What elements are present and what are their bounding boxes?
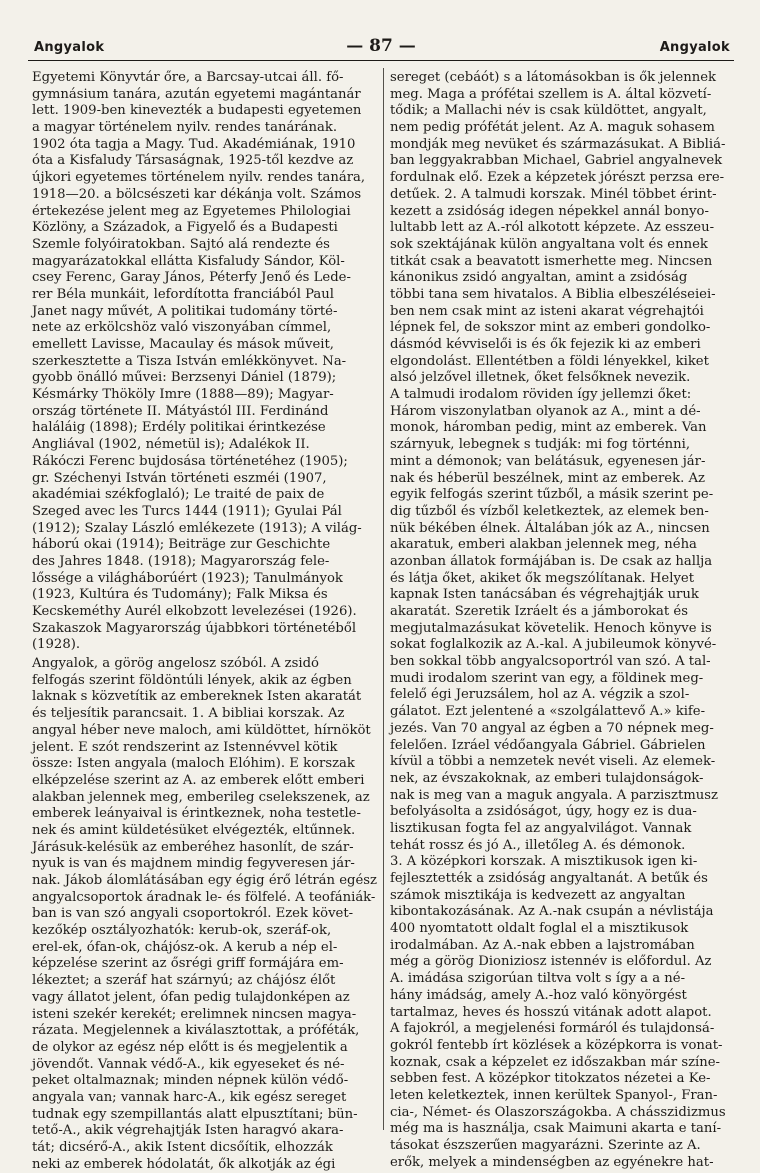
text-line: hány imádság, amely A.-hoz való könyörgést	[390, 987, 687, 1003]
text-line: azonban állatok formájában is. De csak az hallja	[390, 553, 713, 569]
text-line: monok, háromban pedig, mint az emberek. Van	[390, 420, 707, 436]
text-line: elképzelése szerint az A. az emberek előtt emberi	[32, 772, 365, 788]
text-line: angyalcsoportok áradnak le- és fölfelé. A teofániák-	[32, 889, 376, 905]
text-line: tartalmaz, heves és hosszú vitának adott alapot.	[390, 1004, 712, 1020]
text-line: 400 nyomtatott oldalt foglal el a misztikusok	[390, 921, 689, 937]
text-line: akadémiai székfoglaló); Le traité de paix de	[32, 487, 325, 503]
text-line: egyik felfogás szerint tűzből, a másik szerint pe-	[390, 487, 714, 503]
text-line: kapnak Isten tanácsában és végrehajtják uruk	[390, 587, 699, 603]
text-line: lett. 1909-ben kinevezték a budapesti egyetemen	[32, 103, 362, 119]
text-line: 3. A középkori korszak. A misztikusok igen ki-	[390, 854, 698, 870]
text-line: tehát rossz és jó A., illetőleg A. és démonok.	[390, 837, 686, 853]
text-line: ország története II. Mátyástól III. Ferdinánd	[32, 403, 329, 419]
running-head-left: Angyalok	[34, 40, 105, 55]
text-line: irodalmában. Az A.-nak ebben a lajstromában	[390, 937, 695, 953]
text-line: kezett a zsidóság idegen népekkel annál bonyo-	[390, 203, 709, 219]
text-line: koznak, csak a képzelet ez időszakban már színe-	[390, 1054, 721, 1070]
text-line: még ma is használja, csak Maimuni akarta e taní-	[390, 1121, 722, 1137]
text-line: gyobb önálló művei: Berzsenyi Dániel (1879);	[32, 370, 337, 386]
text-line: kánonikus zsidó angyaltan, amint a zsidóság	[390, 270, 688, 286]
text-line: emberek leányaival is érintkeznek, noha testetle-	[32, 806, 361, 822]
text-line: Késmárky Thököly Imre (1888—89); Magyar-	[32, 387, 334, 403]
text-line: gr. Széchenyi István történeti eszméi (1907,	[32, 470, 327, 486]
text-line: tudnak egy szempillantás alatt elpusztítani; bün-	[32, 1106, 358, 1122]
text-line: és látja őket, akiket ők megszólítanak. Helyet	[390, 570, 694, 586]
text-line: nak. Jákob álomlátásában egy égig érő létrán egész	[32, 873, 377, 888]
text-line: rázata. Megjelennek a kiválasztottak, a próféták,	[32, 1023, 360, 1039]
text-line: laknak s közvetítik az embereknek Isten akaratát	[32, 689, 362, 705]
text-line: des Jahres 1848. (1918); Magyarország fele-	[32, 553, 330, 569]
text-line: mondják meg nevüket és származásukat. A Bibliá-	[390, 136, 726, 152]
text-line: a magyar történelem nyilv. rendes tanárának.	[32, 120, 338, 136]
text-line: háború okai (1914); Beiträge zur Geschichte	[32, 537, 331, 553]
text-line: detűek. 2. A talmudi korszak. Minél többet érint-	[390, 186, 717, 202]
text-line: emellett Lavisse, Macaulay és mások műveit,	[32, 337, 334, 352]
text-line: többi tana sem hivatalos. A Biblia elbeszéléseiei-	[390, 286, 716, 302]
text-line: kívül a többi a nemzetek nevét viseli. Az elemek-	[390, 754, 716, 770]
text-line: jövendőt. Vannak védő-A., kik egyeseket és né-	[32, 1056, 345, 1072]
text-line: erel-ek, ófan-ok, chájósz-ok. A kerub a nép el-	[32, 939, 338, 955]
text-line: ban leggyakrabban Michael, Gabriel angyalnevek	[390, 153, 723, 169]
text-line: dásmód kévviselői is és ők fejezik ki az emberi	[390, 337, 701, 352]
page-number: — 87 —	[346, 36, 416, 56]
text-line: nük békében élnek. Általában jók az A., nincsen	[390, 520, 710, 536]
text-line: de olykor az egész nép előtt is és megjelentik a	[32, 1039, 348, 1055]
text-line: kezőkép osztályozhatók: kerub-ok, szeráf-ok,	[32, 923, 332, 939]
text-line: csey Ferenc, Garay János, Péterfy Jenő és Lede-	[32, 270, 351, 286]
text-line: dig tűzből és vízből keletkeztek, az elemek ben-	[390, 503, 709, 519]
text-line: Szakaszok Magyarország újabbkori történetéből	[32, 620, 357, 636]
text-line: rer Béla munkáit, lefordította franciából Paul	[32, 286, 334, 302]
text-line: mint a démonok; van belátásuk, egyenesen jár-	[390, 453, 706, 469]
text-line: lisztikusan fogta fel az angyalvilágot. Vannak	[390, 820, 692, 836]
text-line: elgondolást. Ellentétben a földi lényekkel, kiket	[390, 353, 709, 369]
text-line: Szeged avec les Turcs 1444 (1911); Gyulai Pál	[32, 503, 342, 519]
text-line: nete az erkölcshöz való viszonyában címmel,	[32, 320, 332, 336]
text-line: tát; dicsérő-A., akik Istent dicsőítik, elhozzák	[32, 1140, 333, 1155]
text-line: (1928).	[32, 637, 81, 653]
text-line: erők, melyek a mindenségben az egyénekre hat-	[390, 1154, 714, 1170]
text-line: felelő égi Jeruzsálem, hol az A. végzik a szol-	[390, 687, 690, 703]
text-line: akaratát. Szeretik Izráelt és a jámborokat és	[390, 604, 688, 619]
running-head-right: Angyalok	[659, 40, 730, 55]
text-line: neki az emberek hódolatát, ők alkotják az égi	[32, 1156, 336, 1172]
text-line: 1902 óta tagja a Magy. Tud. Akadémiának, 1910	[32, 136, 356, 152]
text-line: jelent. E szót rendszerint az Istennévvel kötik	[32, 739, 338, 755]
text-line: szárnyuk, lebegnek s tudják: mi fog történni,	[390, 437, 691, 453]
text-line: ben nem csak mint az isteni akarat végrehajtói	[390, 303, 704, 319]
text-line: Angliával (1902, németül is); Adalékok II.	[32, 437, 310, 453]
text-line: nak és héberül beszélnek, mint az emberek. Az	[390, 470, 705, 486]
text-line: Kecskeméthy Aurél elkobzott levelezései (1926).	[32, 604, 357, 619]
text-line: lőssége a világháborúért (1923); Tanulmányok	[32, 570, 343, 586]
text-line: Járásuk-kelésük az emberéhez hasonlít, de szár-	[32, 839, 354, 855]
text-line: sokat foglalkozik az A.-kal. A jubileumok könyvé-	[390, 637, 717, 653]
text-line: nyuk is van és majdnem mindig fegyveresen jár-	[32, 856, 355, 872]
text-line: lépnek fel, de sokszor mint az emberi gondolko-	[390, 320, 711, 336]
text-line: A talmudi irodalom röviden így jellemzi őket:	[390, 387, 692, 403]
text-line: Janet nagy művét, A politikai tudomány törté-	[32, 303, 338, 319]
text-line: Rákóczi Ferenc bujdosása történetéhez (1905);	[32, 453, 348, 469]
text-line: gokról fentebb írt közlések a középkorra is vonat-	[390, 1037, 723, 1053]
text-line: újkori egyetemes történelem nyilv. rendes tanára,	[32, 170, 366, 186]
text-line: össze: Isten angyala (maloch Elóhim). E korszak	[32, 756, 355, 772]
text-line: nek, az évszakoknak, az emberi tulajdonságok-	[390, 770, 704, 786]
text-line: akaratuk, emberi alakban jelennek meg, néha	[390, 537, 697, 553]
text-line: számok misztikája is kedvezett az angyaltan	[390, 887, 686, 903]
running-header	[28, 36, 734, 61]
text-line: nem pedig prófétát jelent. Az A. maguk sohasem	[390, 120, 715, 136]
text-line: tásokat észszerűen magyarázni. Szerinte az A.	[390, 1138, 701, 1153]
text-line: alakban jelennek meg, emberileg cselekszenek, az	[32, 789, 370, 805]
text-line: A. imádása szigorúan tiltva volt s így a a né-	[390, 971, 686, 987]
text-line: képzelése szerint az ősrégi griff formájára em-	[32, 956, 344, 972]
text-line: felfogás szerint földöntúli lények, akik az égben	[32, 672, 352, 688]
text-line: magyarázatokkal ellátta Kisfaludy Sándor, Köl-	[32, 253, 345, 269]
text-line: angyala van; vannak harc-A., kik egész sereget	[32, 1089, 347, 1105]
text-line: még a görög Dioniziosz istennév is előfordul. Az	[390, 954, 712, 970]
text-line: A fajokról, a megjelenési formáról és tulajdonsá-	[390, 1021, 715, 1037]
text-line: felelően. Izráel védőangyala Gábriel. Gábrielen	[390, 737, 706, 753]
text-line: nek és amint küldetésüket elvégezték, eltűnnek.	[32, 822, 356, 838]
text-line: (1923, Kultúra és Tudomány); Falk Miksa és	[32, 587, 328, 603]
text-line: lékeztet; a szeráf hat szárnyú; az chájósz élőt	[32, 973, 336, 989]
text-line: és teljesítik parancsait. 1. A bibliai korszak. Az	[32, 706, 345, 722]
text-line: óta a Kisfaludy Társaságnak, 1925-től kezdve az	[32, 153, 354, 169]
text-line: (1912); Szalay László emlékezete (1913); A világ-	[32, 520, 362, 536]
text-line: gymnásium tanára, azután egyetemi magántanár	[32, 86, 361, 102]
text-line: fordulnak elő. Ezek a képzetek jórészt perzsa ere-	[390, 170, 725, 186]
text-line: alsó jelzővel illetnek, őket felsőknek nevezik.	[390, 370, 691, 386]
text-line: meg. Maga a prófétai szellem is A. által közvetí-	[390, 86, 712, 102]
text-line: cia-, Német- és Olaszországokba. A chásszidizmus	[390, 1104, 726, 1120]
text-line: 1918—20. a bölcsészeti kar dékánja volt. Számos	[32, 186, 362, 202]
right-column	[390, 70, 729, 1170]
text-line: Közlöny, a Századok, a Figyelő és a Budapesti	[32, 220, 338, 236]
text-line: értekezése jelent meg az Egyetemes Philologiai	[32, 203, 351, 219]
text-line: sereget (cebáót) s a látomásokban is ők jelennek	[390, 70, 717, 85]
left-column	[32, 70, 377, 1172]
text-line: vagy állatot jelent, ófan pedig tulajdonképen az	[32, 989, 350, 1005]
text-line: peket oltalmaznak; minden népnek külön védő-	[32, 1073, 349, 1089]
text-line: leten keletkeztek, innen kerültek Spanyol-, Fran-	[390, 1087, 718, 1103]
text-line: angyal héber neve maloch, ami küldöttet, hírnököt	[32, 722, 371, 738]
text-line: szerkesztette a Tisza István emlékkönyvet. Na-	[32, 353, 347, 369]
text-line: kibontakozásának. Az A.-nak csupán a névlistája	[390, 904, 714, 920]
text-line: lultabb lett az A.-ról alkotott képzete. Az esszeu-	[390, 220, 715, 236]
text-line: Három viszonylatban olyanok az A., mint a dé-	[390, 403, 701, 419]
text-line: titkát csak a beavatott ismerhette meg. Nincsen	[390, 253, 713, 269]
text-line: ben sokkal több angyalcsoportról van szó. A tal-	[390, 654, 711, 670]
text-line: isteni szekér kerekét; erelimnek nincsen magya-	[32, 1006, 357, 1022]
text-line: ban is van szó angyali csoportokról. Ezek követ-	[32, 906, 354, 922]
text-line: tető-A., akik végrehajtják Isten haragvó akara-	[32, 1123, 344, 1139]
text-line: megjutalmazásukat követelik. Henoch könyve is	[390, 620, 712, 636]
text-line: sebben fest. A középkor titokzatos nézetei a Ke-	[390, 1071, 711, 1087]
text-line: mudi irodalom szerint van egy, a földinek meg-	[390, 670, 704, 686]
text-line: sok szektájának külön angyaltana volt és ennek	[390, 236, 708, 252]
text-line: jezés. Van 70 angyal az égben a 70 népnek meg-	[390, 720, 714, 736]
text-line: tődik; a Mallachi név is csak küldöttet, angyalt,	[390, 103, 707, 119]
text-line: Szemle folyóiratokban. Sajtó alá rendezte és	[32, 236, 330, 252]
text-line: nak is meg van a maguk angyala. A parzisztmusz	[390, 787, 718, 803]
text-line: fejlesztették a zsidóság angyaltanát. A betűk és	[390, 871, 708, 886]
text-line: Angyalok, a görög angelosz szóból. A zsidó	[32, 656, 319, 672]
text-line: gálatot. Ezt jelentené a «szolgálattevő A.» kife-	[390, 704, 706, 720]
column-divider	[383, 68, 384, 1130]
text-line: Egyetemi Könyvtár őre, a Barcsay-utcai áll. fő-	[32, 70, 344, 85]
text-line: haláláig (1898); Erdély politikai érintkezése	[32, 420, 326, 436]
text-line: befolyásolta a zsidóságot, úgy, hogy ez is dua-	[390, 804, 697, 820]
